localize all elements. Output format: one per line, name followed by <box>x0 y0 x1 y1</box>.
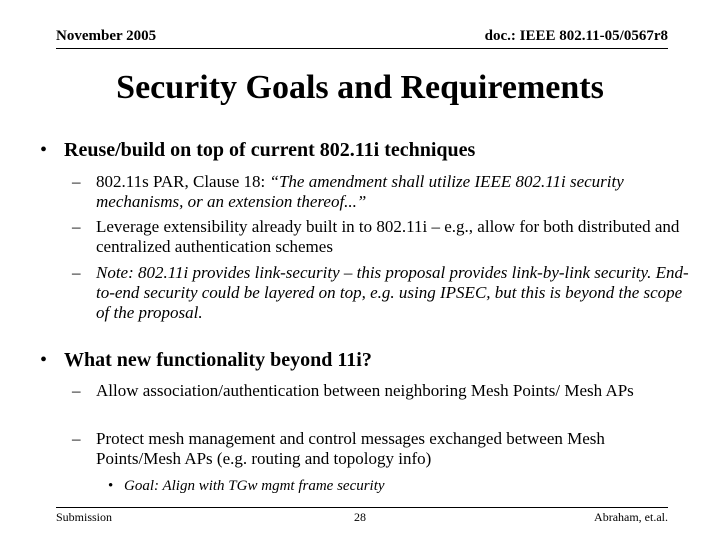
dash-icon: – <box>72 263 81 282</box>
sub-bullet-text: Leverage extensibility already built in to 802.11i – e.g., allow for both distributed and centralized authentication schemes <box>96 217 680 256</box>
sub-bullet-text: Protect mesh management and control messages exchanged between Mesh Points/Mesh APs (e.g. routing and topology info) <box>96 429 605 468</box>
sub-bullet-text: Allow association/authentication between neighboring Mesh Points/ Mesh APs <box>96 381 634 400</box>
sub-bullet-quote: “The amendment shall utilize IEEE 802.11i security mechanisms, or an extension thereof...” <box>96 172 624 211</box>
footer-page-number: 28 <box>354 510 366 524</box>
dash-icon: – <box>72 217 81 236</box>
slide-title: Security Goals and Requirements <box>116 69 604 106</box>
footer-divider <box>56 507 668 508</box>
dash-icon: – <box>72 429 81 448</box>
sub-bullet-text <box>96 172 692 212</box>
footer-submission: Submission <box>56 510 113 524</box>
sub-bullet-prefix: 802.11s PAR, Clause 18: <box>96 172 270 191</box>
sub-sub-bullet-text: Goal: Align with TGw mgmt frame security <box>124 478 385 494</box>
bullet-icon: • <box>40 349 48 371</box>
header-divider <box>56 48 668 49</box>
bullet-text: What new functionality beyond 11i? <box>64 349 372 371</box>
dash-icon: – <box>72 172 81 191</box>
bullet-icon: • <box>108 478 114 494</box>
bullet-icon: • <box>40 139 48 161</box>
header-doc-id: doc.: IEEE 802.11-05/0567r8 <box>484 28 668 44</box>
slide-header <box>56 28 668 50</box>
sub-bullet-text: Note: 802.11i provides link-security – this proposal provides link-by-link security. End-to-end security could be layered on top, e.g. using IPSEC, but this is beyond the scope of the proposal. <box>96 263 689 322</box>
header-date: November 2005 <box>56 28 157 44</box>
dash-icon: – <box>72 381 81 400</box>
footer-authors: Abraham, et.al. <box>594 510 668 524</box>
bullet-text: Reuse/build on top of current 802.11i techniques <box>64 139 476 161</box>
